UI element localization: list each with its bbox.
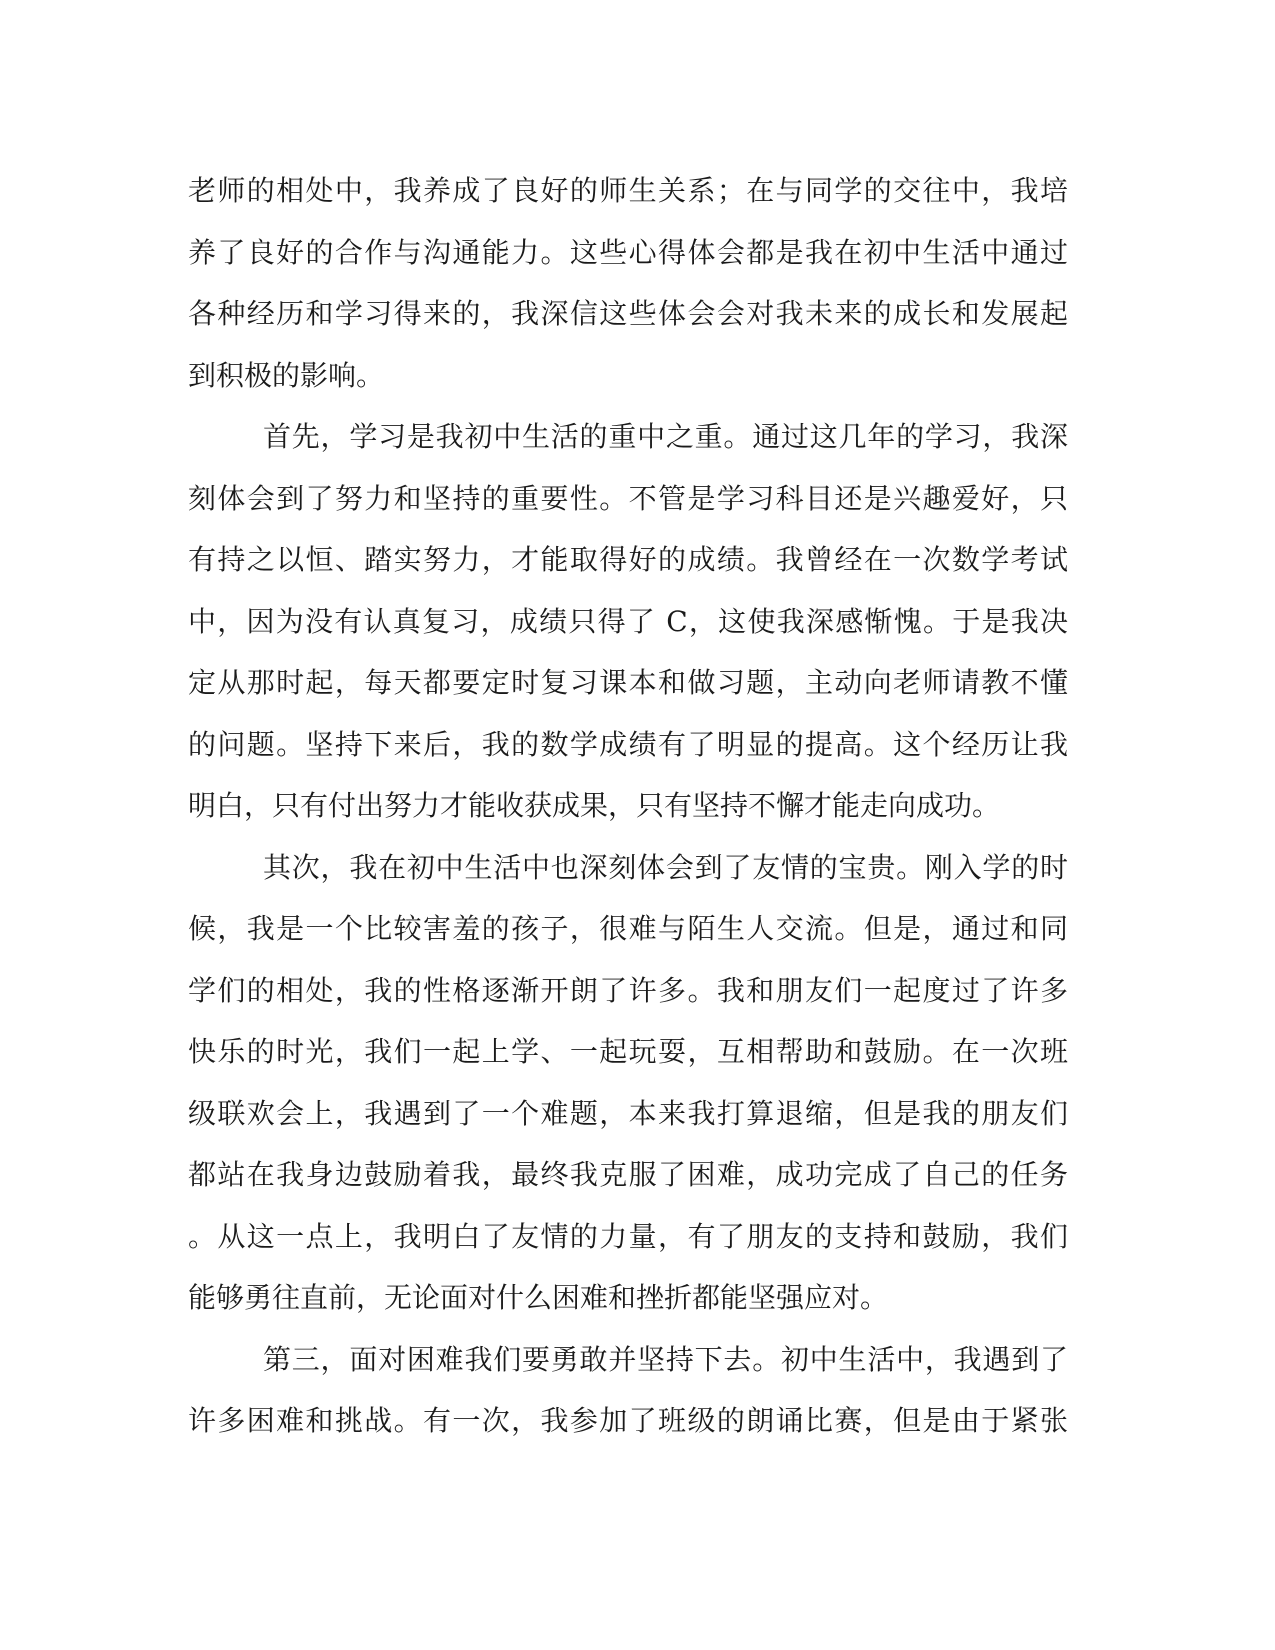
- text-line: 。从这一点上，我明白了友情的力量，有了朋友的支持和鼓励，我们: [188, 1219, 1068, 1253]
- text-line: 明白，只有付出努力才能收获成果，只有坚持不懈才能走向成功。: [188, 789, 1001, 822]
- text-line: 老师的相处中，我养成了良好的师生关系；在与同学的交往中，我培: [188, 174, 1068, 207]
- text-line: 许多困难和挑战。有一次，我参加了班级的朗诵比赛，但是由于紧张: [188, 1404, 1068, 1437]
- text-line: 学们的相处，我的性格逐渐开朗了许多。我和朋友们一起度过了许多: [188, 973, 1068, 1007]
- text-line: 中，因为没有认真复习，成绩只得了 C，这使我深感惭愧。于是我决: [188, 604, 1068, 638]
- text-line: 到积极的影响。: [188, 358, 385, 392]
- paragraph-first-line: 其次，我在初中生活中也深刻体会到了友情的宝贵。刚入学的时: [263, 850, 1068, 884]
- text-line: 候，我是一个比较害羞的孩子，很难与陌生人交流。但是，通过和同: [188, 912, 1068, 945]
- text-line: 各种经历和学习得来的，我深信这些体会会对我未来的成长和发展起: [188, 297, 1068, 330]
- paragraph-first-line: 首先，学习是我初中生活的重中之重。通过这几年的学习，我深: [263, 420, 1068, 453]
- document-body: [188, 160, 1068, 1452]
- paragraph-first-line: 第三，面对困难我们要勇敢并坚持下去。初中生活中，我遇到了: [263, 1342, 1068, 1376]
- text-line: 快乐的时光，我们一起上学、一起玩耍，互相帮助和鼓励。在一次班: [188, 1035, 1068, 1068]
- text-line: 级联欢会上，我遇到了一个难题，本来我打算退缩，但是我的朋友们: [188, 1096, 1068, 1130]
- text-line: 都站在我身边鼓励着我，最终我克服了困难，成功完成了自己的任务: [188, 1158, 1068, 1191]
- text-line: 养了良好的合作与沟通能力。这些心得体会都是我在初中生活中通过: [188, 235, 1068, 269]
- text-line: 能够勇往直前，无论面对什么困难和挫折都能坚强应对。: [188, 1281, 889, 1314]
- text-line: 的问题。坚持下来后，我的数学成绩有了明显的提高。这个经历让我: [188, 727, 1068, 761]
- text-line: 刻体会到了努力和坚持的重要性。不管是学习科目还是兴趣爱好，只: [188, 481, 1068, 515]
- text-line: 有持之以恒、踏实努力，才能取得好的成绩。我曾经在一次数学考试: [188, 543, 1068, 576]
- text-line: 定从那时起，每天都要定时复习课本和做习题，主动向老师请教不懂: [188, 666, 1068, 699]
